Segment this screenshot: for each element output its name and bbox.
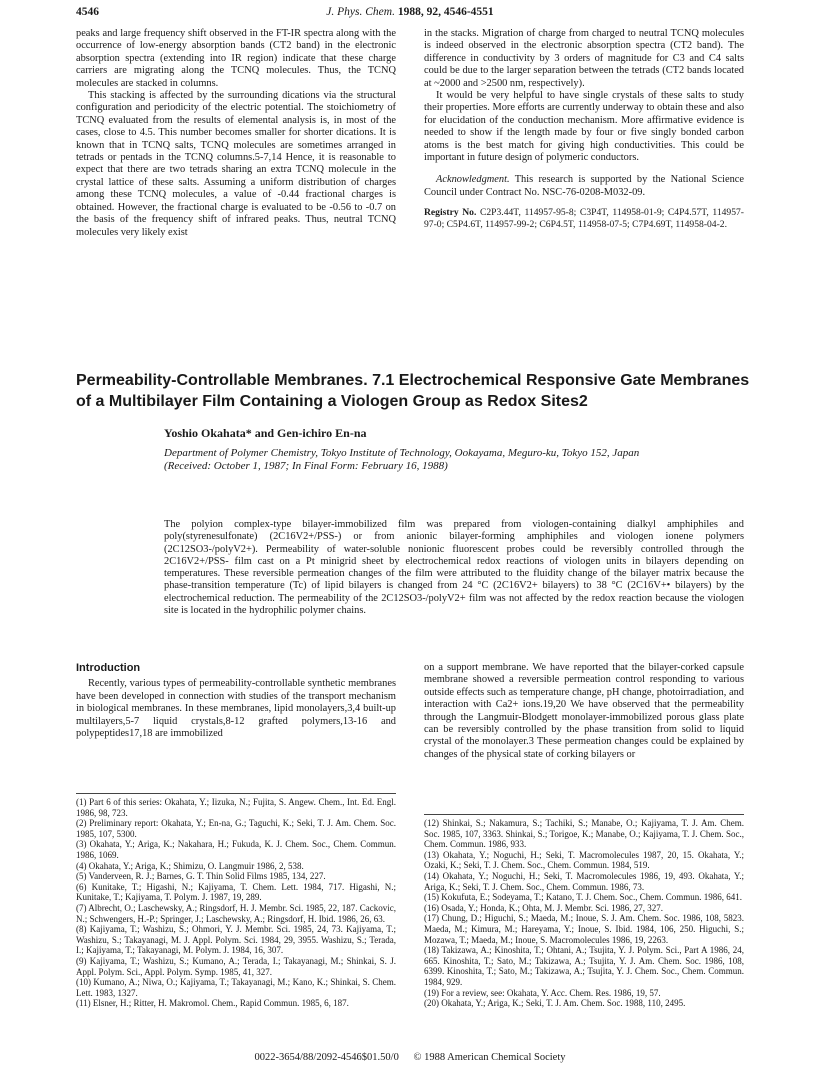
reference-item: (19) For a review, see: Okahata, Y. Acc. Chem. Res. 1986, 19, 57. <box>424 987 661 998</box>
article-abstract: The polyion complex-type bilayer-immobilized film was prepared from viologen-containing dialkyl amphiphiles and poly(styrenesulfonate) (2C16V2+/PSS-) or from anionic bilayer-forming amphiphiles and viologen ionene polymers (2C12SO3-/polyV2+). Permeability of water-soluble nonionic fluorescent probes could be reversibly controlled through the 2C16V2+/PSS- film cast on a Pt minigrid sheet by electrochemical redox reactions of viologen units in bilayers depending on temperatures. These reversible permeation changes of the film were attributed to the fluidity change of the bilayer matrix because the phase-transition temperature (Tc) of lipid bilayers is changed from 24 °C (2C16V2+ bilayers) to 38 °C (2C16V+• bilayers) by the electrochemical reduction. The permeability of the 2C12SO3-/polyV2+ film was not affected by the redox reaction because the viologen site is located in the hydrophilic polymer chains. <box>164 519 744 617</box>
body-paragraph: peaks and large frequency shift observed in the FT-IR spectra along with the occurrence of low-energy absorption bands (CT2 band) in the electronic absorption spectra (extending into IR region) indicate that these charge carriers are migrating along the TCNQ molecules. Thus, the TCNQ molecules are stacked in columns. <box>76 28 396 89</box>
reference-list <box>424 818 744 1009</box>
page-number: 4546 <box>76 6 99 18</box>
reference-item: (3) Okahata, Y.; Ariga, K.; Nakahara, H.; Fukuda, K. J. Chem. Soc., Chem. Commun. 1986, 1069. <box>76 839 396 860</box>
introduction-left-column <box>76 662 396 740</box>
previous-article-left-column <box>76 28 396 239</box>
acknowledgment-label: Acknowledgment. <box>436 174 510 186</box>
introduction-right-column <box>424 662 744 761</box>
journal-volume: 1988, 92, 4546-4551 <box>397 6 494 18</box>
acknowledgment-text: This research is supported by the National Science Council under Contract No. NSC-76-0208-M032-09. <box>424 174 744 198</box>
body-paragraph: Recently, various types of permeability-controllable synthetic membranes have been developed in connection with studies of the transport mechanism in biological membranes. In these membranes, lipid monolayers,3,4 built-up multilayers,5-7 liquid crystals,8-12 grafted polymers,13-16 and polypeptides17,18 are immobilized <box>76 678 396 740</box>
acknowledgment <box>424 174 744 199</box>
reference-item: (15) Kokufuta, E.; Sodeyama, T.; Katano, T. J. Chem. Soc., Chem. Commun. 1986, 641. <box>424 892 743 903</box>
previous-article-right-column <box>424 28 744 230</box>
reference-item: (8) Kajiyama, T.; Washizu, S.; Ohmori, Y. J. Membr. Sci. 1985, 24, 73. Kajiyama, T.; Washizu, S.; Takayanagi, M. J. Appl. Polym. Sci. 1984, 29, 3955. Washizu, S.; Terada, I.; Kajiyama, T.; Takayanagi, M. Polym. J. 1984, 16, 307. <box>76 924 396 956</box>
reference-item: (14) Okahata, Y.; Noguchi, H.; Seki, T. Macromolecules 1986, 19, 493. Okahata, Y.; Ariga, K.; Seki, T. J. Chem. Soc., Chem. Commun. 1986, 73. <box>424 870 744 892</box>
body-paragraph: in the stacks. Migration of charge from charged to neutral TCNQ molecules is indeed observed in the electronic absorption spectra (CT2 band). The difference in conductivity by 3 orders of magnitude for C3 and C4 salts could be due to the larger separation between the tetrads (CT2 bands located at ~2000 and >2500 nm, respectively). <box>424 28 744 89</box>
section-heading: Introduction <box>76 662 141 674</box>
registry-numbers <box>424 207 744 230</box>
references-left <box>76 793 396 1009</box>
reference-item: (1) Part 6 of this series: Okahata, Y.; Iizuka, N.; Fujita, S. Angew. Chem., Int. Ed. Engl. 1986, 98, 723. <box>76 797 396 818</box>
affiliation-text: Department of Polymer Chemistry, Tokyo Institute of Technology, Ookayama, Meguro-ku, Tokyo 152, Japan <box>164 447 640 459</box>
body-paragraph: It would be very helpful to have single crystals of these salts to study their properties. More efforts are currently underway to obtain these and also for elucidation of the conduction mechanism. More affirmative evidence is needed to show if the length made by four or five singly bonded carbon atoms is the best match for giving high conductivities. This could be important in future design of polymeric conductors. <box>424 90 744 164</box>
registry-text: C2P3.44T, 114957-95-8; C3P4T, 114958-01-9; C4P4.57T, 114957-97-0; C5P4.6T, 114957-99-2; C6P4.5T, 114958-07-5; C7P4.69T, 114958-04-2. <box>424 207 744 230</box>
journal-name: J. Phys. Chem. <box>326 6 395 18</box>
reference-item: (16) Osada, Y.; Honda, K.; Ohta, M. J. Membr. Sci. 1986, 27, 327. <box>424 902 663 913</box>
reference-item: (10) Kumano, A.; Niwa, O.; Kajiyama, T.; Takayanagi, M.; Kano, K.; Shinkai, S. Chem. Lett. 1983, 1327. <box>76 977 396 998</box>
references-right <box>424 814 744 1009</box>
registry-label: Registry No. <box>424 207 477 219</box>
body-paragraph: on a support membrane. We have reported that the bilayer-corked capsule membrane showed a reversible permeation control responding to various outside effects such as temperature change, pH change, photoirradiation, and interaction with Ca2+ ions.19,20 We have observed that the permeability through the Langmuir-Blodgett monolayer-immobilized porous glass plate can be reversibly controlled by the phase transition from solid to liquid crystal of the monolayer.3 These permeation changes could be explained by changes of the physical state of corking bilayers or <box>424 662 744 760</box>
page-header <box>76 6 744 24</box>
received-dates: (Received: October 1, 1987; In Final Form: February 16, 1988) <box>164 460 448 472</box>
reference-item: (4) Okahata, Y.; Ariga, K.; Shimizu, O. Langmuir 1986, 2, 538. <box>76 860 304 871</box>
reference-item: (18) Takizawa, A.; Kinoshita, T.; Ohtani, A.; Tsujita, Y. J. Polym. Sci., Part A 1986, 24, 665. Kinoshita, T.; Sato, M.; Takizawa, A.; Tsujita, Y. J. Am. Chem. Soc. 1986, 108, 6399. Kinoshita, T.; Sato, M.; Takizawa, A.; Tsujita, Y. J. Chem. Soc., Chem. Commun. 1984, 929. <box>424 945 744 987</box>
article-title: Permeability-Controllable Membranes. 7.1 Electrochemical Responsive Gate Membranes of a Multibilayer Film Containing a Viologen Group as Redox Sites2 <box>76 372 750 410</box>
footnote-rule <box>424 814 744 815</box>
article-affiliation <box>164 447 756 473</box>
reference-item: (6) Kunitake, T.; Higashi, N.; Kajiyama, T. Chem. Lett. 1984, 717. Higashi, N.; Kunitake, T.; Kajiyama, T. Polym. J. 1987, 19, 289. <box>76 881 396 903</box>
body-paragraph: This stacking is affected by the surrounding dications via the structural configuration and periodicity of the electric potential. The stoichiometry of TCNQ evaluated from the results of elemental analysis is, in most of the cases, close to 4.5. This number becomes smaller for shorter dications. It is known that in TCNQ salts, TCNQ molecules are sometimes arranged in tetrads or pentads in the TCNQ columns.5-7,14 Hence, it is reasonable to expect that there are two tetrads sharing an extra TCNQ molecule in the crystal lattice of these salts. Assuming a uniform distribution of charges among these TCNQ molecules, a value of -0.44 fractional charges is obtained. However, the fractional charge is evaluated to be -0.56 to -0.7 on the basis of the frequency shift of infrared peaks. Thus, neutral TCNQ molecules very likely exist <box>76 90 396 238</box>
reference-item: (2) Preliminary report: Okahata, Y.; En-na, G.; Taguchi, K.; Seki, T. J. Am. Chem. Soc. 1985, 107, 5300. <box>76 818 396 839</box>
reference-item: (5) Vanderveen, R. J.; Barnes, G. T. Thin Solid Films 1985, 134, 227. <box>76 871 326 882</box>
reference-item: (11) Elsner, H.; Ritter, H. Makromol. Chem., Rapid Commun. 1985, 6, 187. <box>76 998 349 1009</box>
footnote-rule <box>76 793 396 794</box>
reference-item: (17) Chung, D.; Higuchi, S.; Maeda, M.; Inoue, S. J. Am. Chem. Soc. 1986, 108, 5823. Maeda, M.; Kimura, M.; Hareyama, Y.; Inoue, S. Ibid. 1984, 106, 250. Higuchi, S.; Mozawa, T.; Maeda, M.; Inoue, S. Macromolecules 1986, 19, 2263. <box>424 913 744 945</box>
reference-item: (9) Kajiyama, T.; Washizu, S.; Kumano, A.; Terada, I.; Takayanagi, M.; Shinkai, S. J. Appl. Polym. Sci., Appl. Polym. Symp. 1985, 41, 327. <box>76 955 396 977</box>
journal-citation <box>76 6 744 18</box>
article-code: 0022-3654/88/2092-4546$01.50/0 <box>254 1052 399 1063</box>
reference-list <box>76 797 396 1009</box>
article-title-block <box>76 370 756 473</box>
reference-item: (7) Albrecht, O.; Laschewsky, A.; Ringsdorf, H. J. Membr. Sci. 1985, 22, 187. Cackovic, N.; Schwengers, H.-P.; Springer, J.; Laschewsky, A.; Ringsdorf, H. Ibid. 1986, 26, 63. <box>76 902 396 924</box>
reference-item: (12) Shinkai, S.; Nakamura, S.; Tachiki, S.; Manabe, O.; Kajiyama, T. J. Am. Chem. Soc. 1985, 107, 3363. Shinkai, S.; Torigoe, K.; Manabe, O.; Kajiyama, T. J. Chem. Soc., Chem. Commun. 1986, 933. <box>424 818 744 850</box>
reference-item: (20) Okahata, Y.; Ariga, K.; Seki, T. J. Am. Chem. Soc. 1988, 110, 2495. <box>424 998 686 1009</box>
page-footer <box>0 1052 820 1063</box>
article-authors: Yoshio Okahata* and Gen-ichiro En-na <box>164 426 367 440</box>
copyright-notice: © 1988 American Chemical Society <box>413 1052 566 1063</box>
reference-item: (13) Okahata, Y.; Noguchi, H.; Seki, T. Macromolecules 1987, 20, 15. Okahata, Y.; Ozaki, K.; Seki, T. J. Chem. Soc., Chem. Commun. 1984, 519. <box>424 849 744 871</box>
